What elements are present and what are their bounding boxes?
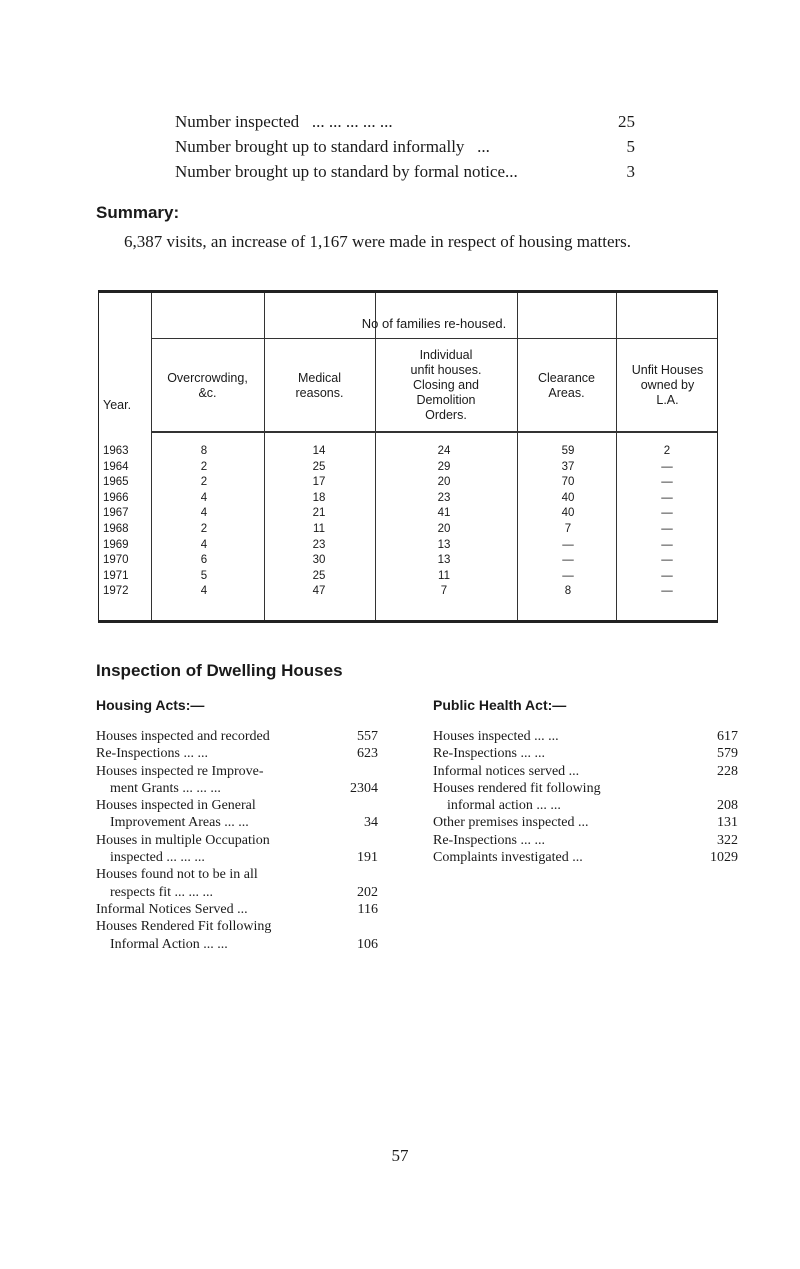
column-header-overcrowding: Overcrowding, &c. [167, 370, 248, 400]
table-cell: — [661, 569, 673, 582]
families-rehoused-table [98, 290, 718, 623]
item-label: informal action ... ... [447, 798, 561, 814]
table-cell: 40 [561, 491, 575, 504]
year-cell: 1968 [103, 523, 129, 535]
item-label: Other premises inspected ... [433, 815, 589, 831]
table-cell: 2 [200, 476, 208, 489]
list-item [96, 901, 378, 918]
table-cell: 4 [200, 491, 208, 504]
table-cell: — [661, 554, 673, 567]
column-header-medical: Medical reasons. [295, 370, 344, 400]
item-value: 557 [357, 729, 378, 744]
table-cell: — [562, 554, 574, 567]
table-cell: 24 [437, 445, 451, 457]
table-cell: — [562, 569, 574, 582]
list-item [175, 162, 635, 187]
inspection-results-list [175, 112, 635, 187]
table-cell: 8 [200, 445, 208, 457]
list-item [96, 832, 378, 849]
year-cell: 1966 [103, 491, 129, 504]
item-label: Re-Inspections ... ... [433, 832, 545, 848]
summary-text: 6,387 visits, an increase of 1,167 were made in respect of housing matters. [124, 232, 632, 251]
year-cell: 1972 [103, 585, 129, 598]
list-item [175, 112, 635, 137]
column-header-clearance: Clearance Areas. [538, 370, 595, 400]
public-health-act-column [433, 697, 738, 866]
list-item [433, 832, 738, 849]
list-item [96, 866, 378, 883]
table-cell: 37 [561, 460, 575, 473]
table-row [99, 476, 717, 491]
item-label: Houses Rendered Fit following [96, 919, 272, 935]
table-row [99, 523, 717, 538]
table-row [99, 554, 717, 569]
list-item [433, 814, 738, 831]
table-cell: — [661, 460, 673, 473]
item-value: 131 [717, 815, 738, 831]
item-label: Number inspected ... ... ... ... ... [175, 112, 393, 131]
table-row [99, 570, 717, 585]
item-value: 191 [357, 850, 378, 866]
table-cell: 20 [437, 523, 451, 535]
item-value: 228 [717, 763, 738, 779]
header-divider [151, 338, 717, 339]
item-value: 1029 [710, 850, 738, 866]
section-title: Inspection of Dwelling Houses [96, 661, 343, 680]
housing-acts-column [96, 697, 378, 953]
table-cell: 6 [200, 554, 208, 567]
item-label: Houses inspected ... ... [433, 729, 559, 744]
summary-heading: Summary: [96, 203, 180, 222]
column-header-individual-unfit: Individual unfit houses. Closing and Demolition Orders. [410, 348, 482, 422]
list-item [96, 814, 378, 831]
table-cell: 41 [437, 507, 451, 520]
year-cell: 1964 [103, 460, 129, 473]
item-label: Informal Action ... ... [110, 936, 228, 952]
list-item [433, 763, 738, 780]
item-label: Houses inspected in General [96, 798, 256, 814]
year-cell: 1963 [103, 445, 129, 457]
table-cell: 8 [564, 585, 572, 598]
item-label: Houses inspected and recorded [96, 729, 270, 744]
year-cell: 1967 [103, 507, 129, 520]
item-label: Houses found not to be in all [96, 867, 258, 883]
table-row [99, 507, 717, 522]
item-value: 322 [717, 832, 738, 848]
table-cell: — [661, 585, 673, 598]
table-row [99, 445, 717, 460]
table-cell: 23 [437, 491, 451, 504]
table-row [99, 539, 717, 554]
item-value: 34 [364, 815, 378, 831]
table-cell: 70 [561, 476, 575, 489]
list-item [96, 936, 378, 953]
table-cell: 47 [312, 585, 326, 598]
table-cell: 2 [663, 445, 671, 457]
year-cell: 1965 [103, 476, 129, 489]
table-row [99, 461, 717, 476]
list-item [433, 745, 738, 762]
item-value: 3 [626, 162, 635, 181]
table-cell: — [661, 476, 673, 489]
table-cell: 25 [312, 460, 326, 473]
table-cell: 7 [564, 523, 572, 535]
table-cell: 59 [561, 445, 575, 457]
table-row [99, 492, 717, 507]
list-item [96, 745, 378, 762]
table-cell: 23 [312, 538, 326, 551]
list-item [433, 849, 738, 866]
year-cell: 1969 [103, 538, 129, 551]
table-cell: 14 [312, 445, 326, 457]
table-cell: 7 [440, 585, 448, 598]
table-cell: 13 [437, 554, 451, 567]
table-cell: 4 [200, 538, 208, 551]
item-label: ment Grants ... ... ... [110, 780, 221, 796]
item-label: Improvement Areas ... ... [110, 815, 249, 831]
table-cell: 5 [200, 569, 208, 582]
table-cell: 29 [437, 460, 451, 473]
table-cell: — [562, 538, 574, 551]
year-header: Year. [103, 398, 132, 412]
list-item [96, 849, 378, 866]
item-label: respects fit ... ... ... [110, 884, 214, 900]
list-item [433, 728, 738, 745]
table-cell: 4 [200, 585, 208, 598]
list-item [96, 797, 378, 814]
table-cell: — [661, 523, 673, 535]
list-item [96, 763, 378, 780]
item-value: 25 [618, 112, 635, 131]
table-cell: — [661, 491, 673, 504]
item-label: Number brought up to standard by formal notice... [175, 162, 518, 181]
list-item [96, 728, 378, 745]
table-cell: 11 [438, 569, 450, 582]
item-value: 2304 [350, 780, 378, 796]
table-cell: 17 [312, 476, 326, 489]
span-header: No of families re-housed. [361, 316, 507, 331]
item-label: Informal Notices Served ... [96, 901, 248, 917]
item-label: inspected ... ... ... [110, 850, 205, 866]
item-label: Complaints investigated ... [433, 850, 583, 866]
list-item [96, 884, 378, 901]
table-cell: 25 [312, 569, 326, 582]
table-cell: 11 [313, 523, 325, 535]
public-health-act-heading: Public Health Act:— [433, 697, 567, 713]
table-cell: — [661, 507, 673, 520]
table-cell: 2 [200, 523, 208, 535]
item-label: Houses inspected re Improve- [96, 763, 264, 779]
item-value: 116 [357, 901, 378, 917]
table-cell: 4 [200, 507, 208, 520]
list-item [96, 918, 378, 935]
item-value: 623 [357, 746, 378, 762]
item-value: 208 [717, 798, 738, 814]
item-value: 5 [626, 137, 635, 156]
list-item [433, 797, 738, 814]
list-item [175, 137, 635, 162]
table-cell: 30 [312, 554, 326, 567]
year-cell: 1970 [103, 554, 129, 567]
item-label: Houses in multiple Occupation [96, 832, 270, 848]
item-value: 202 [357, 884, 378, 900]
page-number: 57 [391, 1146, 409, 1165]
item-label: Informal notices served ... [433, 763, 580, 779]
item-label: Number brought up to standard informally ... [175, 137, 490, 156]
table-cell: 13 [437, 538, 451, 551]
housing-acts-heading: Housing Acts:— [96, 697, 205, 713]
list-item [96, 780, 378, 797]
table-cell: 20 [437, 476, 451, 489]
list-item [433, 780, 738, 797]
header-bottom-rule [151, 431, 717, 433]
item-label: Re-Inspections ... ... [96, 746, 208, 762]
table-row [99, 585, 717, 600]
table-cell: 2 [200, 460, 208, 473]
item-value: 617 [717, 729, 738, 744]
table-cell: 40 [561, 507, 575, 520]
table-cell: 21 [312, 507, 326, 520]
item-label: Re-Inspections ... ... [433, 746, 545, 762]
table-cell: — [661, 538, 673, 551]
table-cell: 18 [312, 491, 326, 504]
item-value: 106 [357, 936, 378, 952]
year-cell: 1971 [103, 569, 129, 582]
item-value: 579 [717, 746, 738, 762]
item-label: Houses rendered fit following [433, 780, 601, 796]
column-header-unfit-la: Unfit Houses owned by L.A. [631, 363, 704, 407]
